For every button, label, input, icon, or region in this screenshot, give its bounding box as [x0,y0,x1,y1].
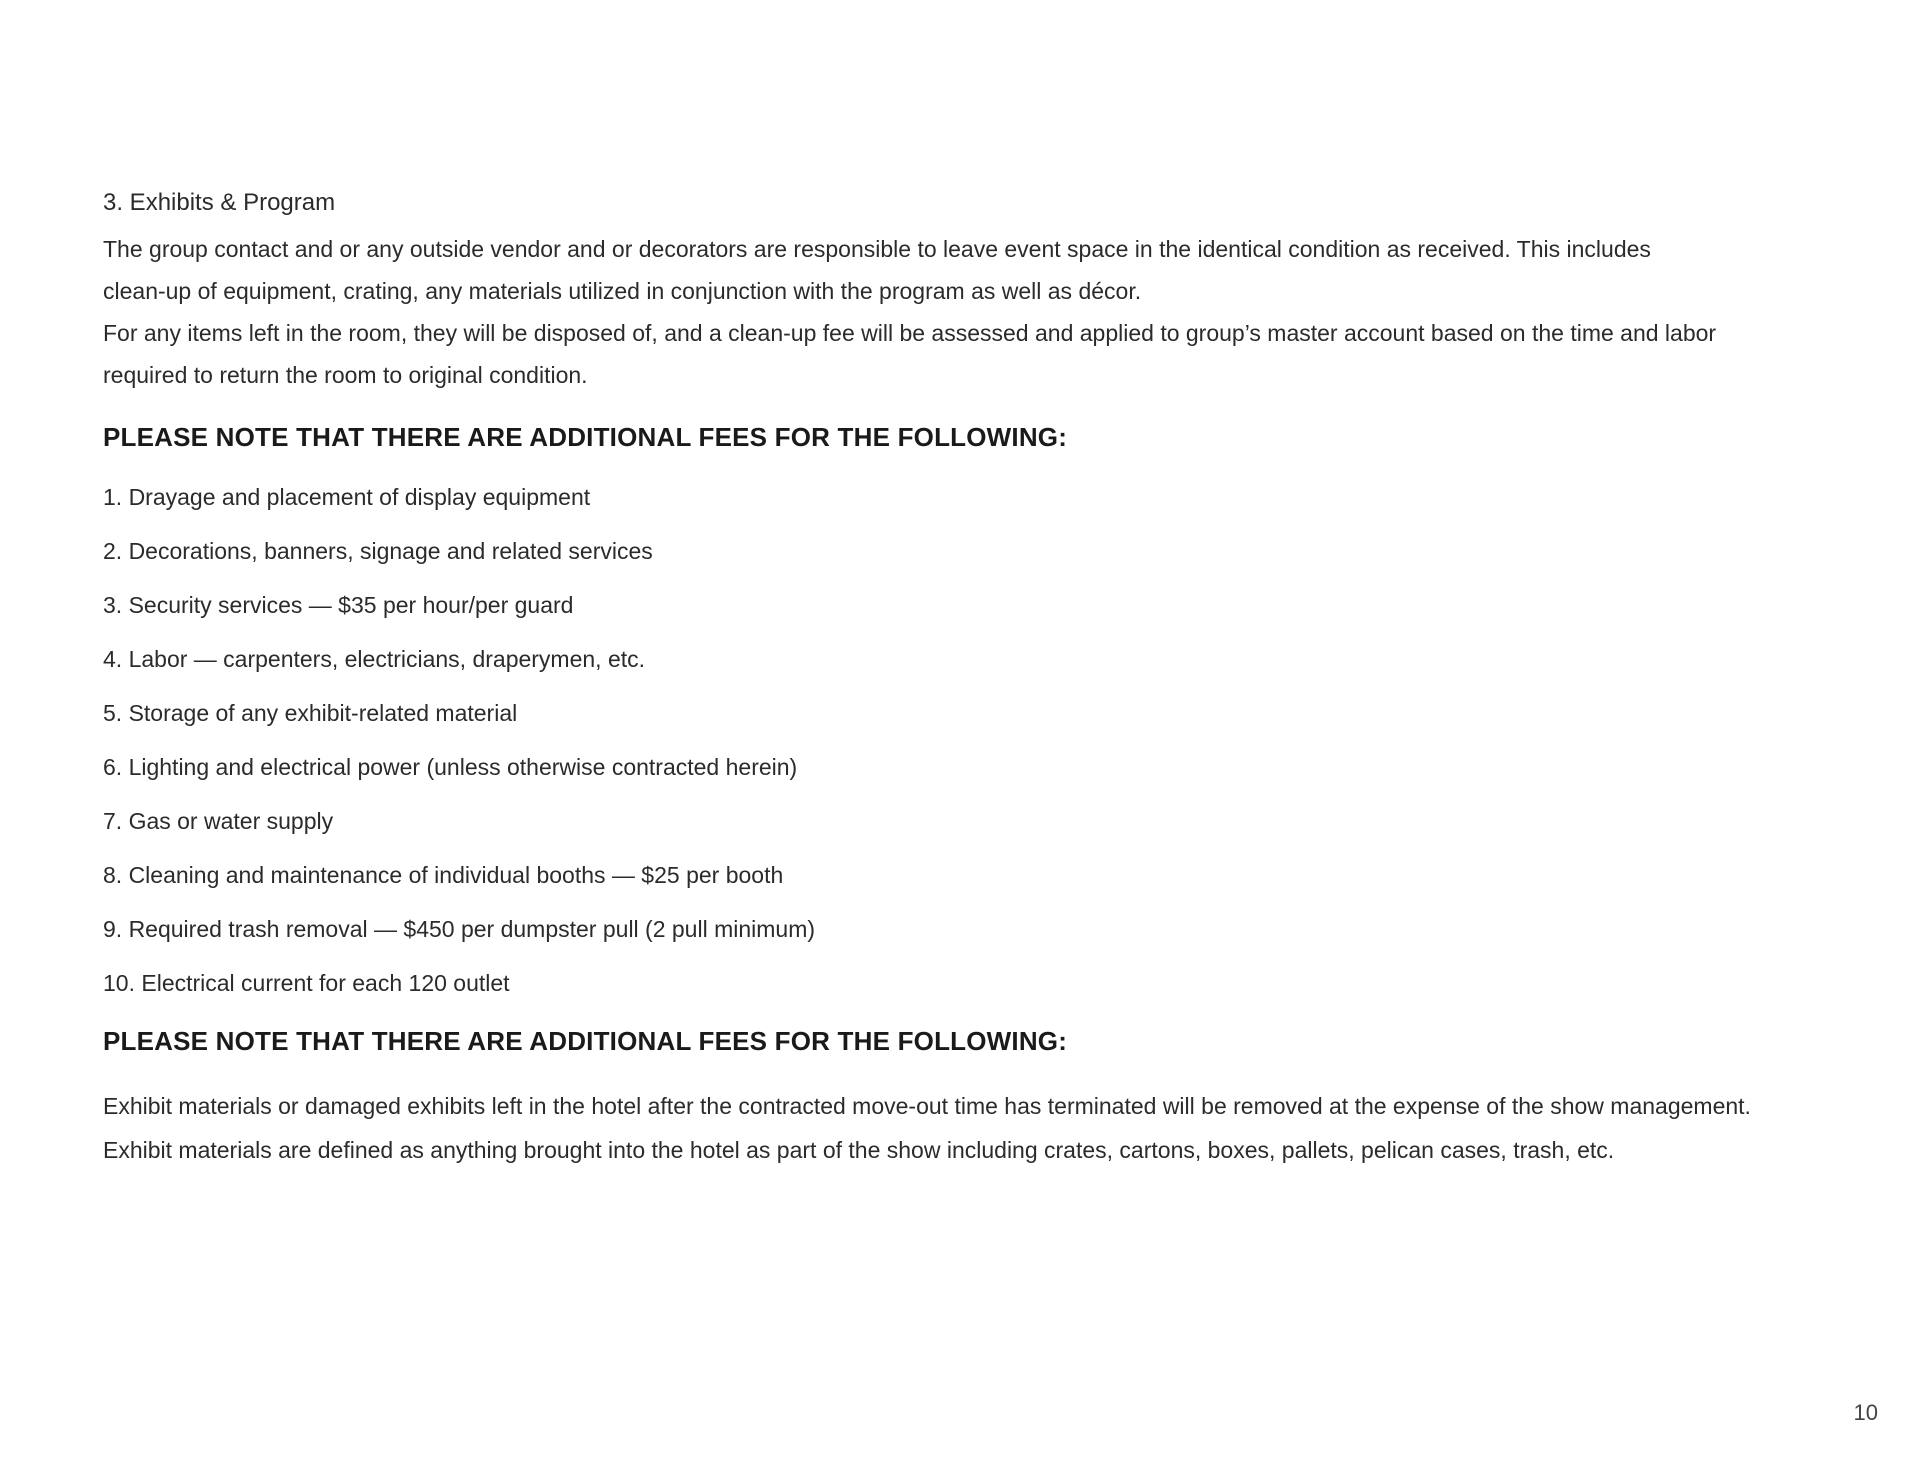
list-item: 7. Gas or water supply [103,808,334,834]
page-number: 10 [1853,1400,1878,1425]
fee-list [103,480,1763,1006]
paragraph-disposal: For any items left in the room, they will be disposed of, and a clean-up fee will be assessed and applied to group’s master account based on the time and labor required to return the room to original condition. [103,320,1717,388]
removal-heading: PLEASE NOTE THAT THERE ARE ADDITIONAL FEES FOR THE FOLLOWING: [103,1026,1068,1056]
paragraph-cleanup: The group contact and or any outside vendor and or decorators are responsible to leave event space in the identical condition as received. This includes clean-up of equipment, crating, any materials utilized in conjunction with the program as well as décor. [103,236,1651,304]
page-content [103,186,1763,1172]
list-item: 8. Cleaning and maintenance of individual booths — $25 per booth [103,862,784,888]
removal-paragraph: Exhibit materials or damaged exhibits left in the hotel after the contracted move-out time has terminated will be removed at the expense of the show management. Exhibit materials are defined as anything brought into the hotel as part of the show including crates, cartons, boxes, pallets, pelican cases, trash, etc. [103,1093,1751,1163]
list-item: 1. Drayage and placement of display equipment [103,484,591,510]
section-heading: 3. Exhibits & Program [103,189,336,216]
list-item: 9. Required trash removal — $450 per dumpster pull (2 pull minimum) [103,916,816,942]
list-item: 5. Storage of any exhibit-related material [103,700,518,726]
fees-heading: PLEASE NOTE THAT THERE ARE ADDITIONAL FEES FOR THE FOLLOWING: [103,422,1068,452]
list-item: 2. Decorations, banners, signage and related services [103,538,653,564]
list-item: 3. Security services — $35 per hour/per guard [103,592,574,618]
list-item: 10. Electrical current for each 120 outlet [103,970,510,996]
list-item: 4. Labor — carpenters, electricians, draperymen, etc. [103,646,646,672]
list-item: 6. Lighting and electrical power (unless otherwise contracted herein) [103,754,798,780]
